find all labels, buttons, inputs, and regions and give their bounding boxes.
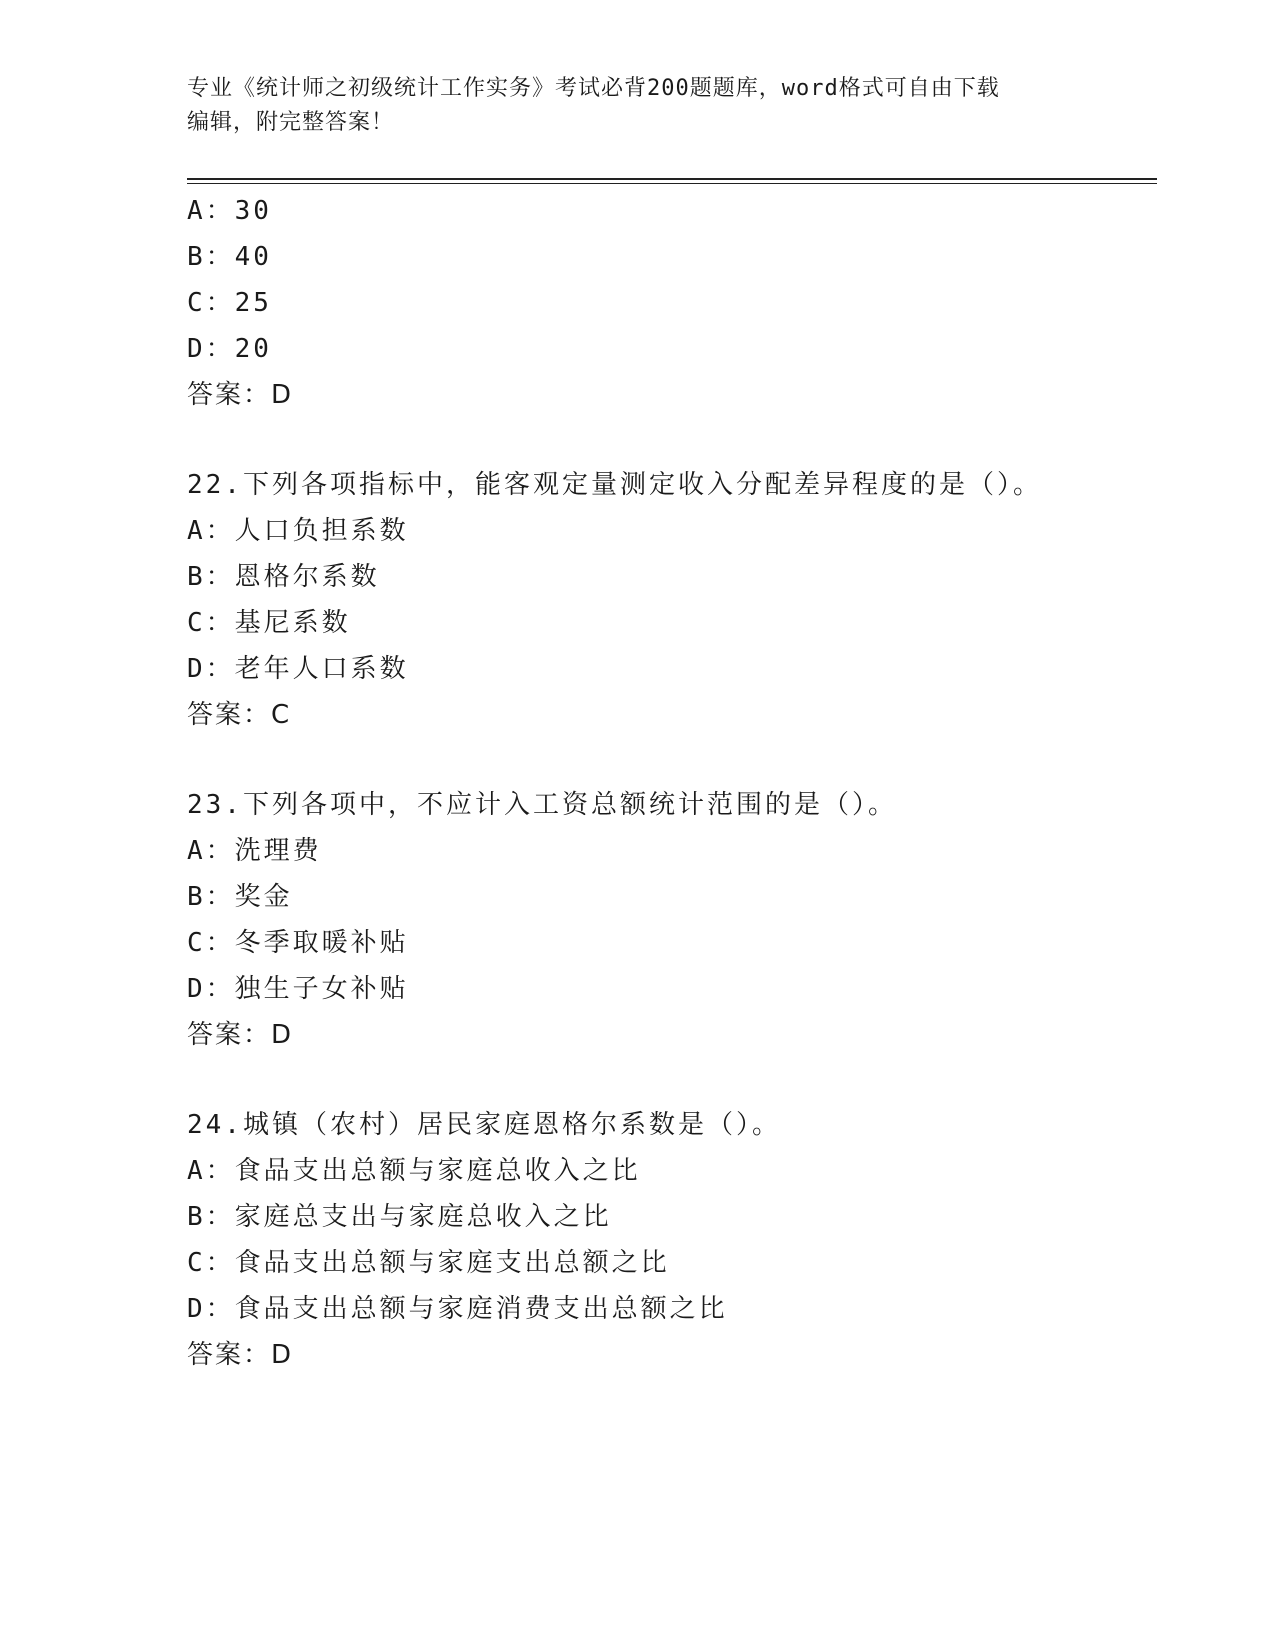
question-text: 24.城镇（农村）居民家庭恩格尔系数是（）。 — [187, 1110, 781, 1140]
question-block-23 — [187, 782, 1147, 1058]
spacer — [187, 1058, 1147, 1102]
header-line-1: 专业《统计师之初级统计工作实务》考试必背200题题库，word格式可自由下载 — [187, 76, 1000, 101]
option-d: D：独生子女补贴 — [187, 974, 409, 1004]
question-block-22 — [187, 462, 1147, 738]
spacer — [187, 418, 1147, 462]
option-b: B：家庭总支出与家庭总收入之比 — [187, 1202, 612, 1232]
header-line-2: 编辑，附完整答案！ — [187, 110, 395, 135]
spacer — [187, 738, 1147, 782]
answer-line: 答案：C — [187, 700, 292, 730]
option-a: A：洗理费 — [187, 836, 322, 866]
option-c: C：冬季取暖补贴 — [187, 928, 409, 958]
option-d: D：20 — [187, 334, 272, 364]
answer-line: 答案：D — [187, 1020, 294, 1050]
header-divider-thin — [187, 183, 1157, 184]
question-text: 23.下列各项中，不应计入工资总额统计范围的是（）。 — [187, 790, 897, 820]
option-d: D：食品支出总额与家庭消费支出总额之比 — [187, 1294, 728, 1324]
option-c: C：食品支出总额与家庭支出总额之比 — [187, 1248, 670, 1278]
question-block-21 — [187, 188, 1147, 418]
question-text: 22.下列各项指标中，能客观定量测定收入分配差异程度的是（）。 — [187, 470, 1042, 500]
document-header — [187, 72, 1087, 140]
option-c: C：基尼系数 — [187, 608, 351, 638]
option-a: A：食品支出总额与家庭总收入之比 — [187, 1156, 641, 1186]
option-b: B：40 — [187, 242, 272, 272]
option-a: A：30 — [187, 196, 272, 226]
option-d: D：老年人口系数 — [187, 654, 409, 684]
option-c: C：25 — [187, 288, 272, 318]
option-a: A：人口负担系数 — [187, 516, 409, 546]
question-list — [187, 188, 1147, 1378]
answer-line: 答案：D — [187, 1340, 294, 1370]
option-b: B：奖金 — [187, 882, 293, 912]
question-block-24 — [187, 1102, 1147, 1378]
answer-line: 答案：D — [187, 380, 294, 410]
option-b: B：恩格尔系数 — [187, 562, 380, 592]
header-divider-thick — [187, 178, 1157, 180]
